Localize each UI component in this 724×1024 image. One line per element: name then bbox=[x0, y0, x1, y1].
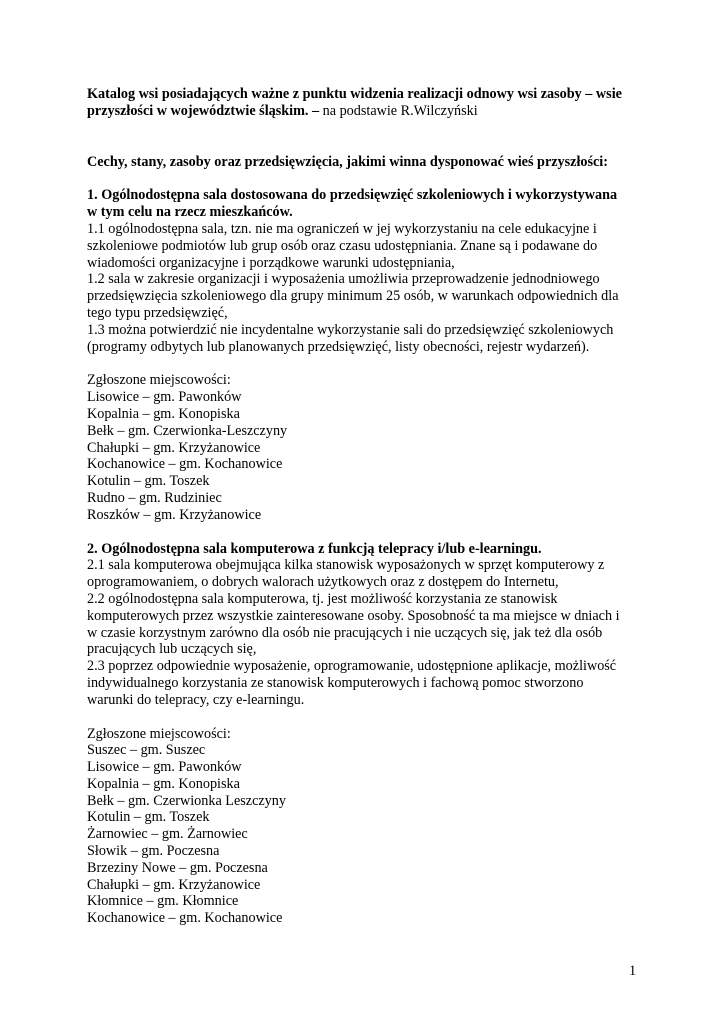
body-line: 2.2 ogólnodostępna sala komputerowa, tj. jest możliwość korzystania ze stanowisk bbox=[87, 590, 558, 607]
title-line bbox=[87, 103, 652, 120]
title-bold-part: przyszłości w województwie śląskim. – bbox=[87, 102, 320, 119]
document-page bbox=[87, 86, 652, 927]
section-1-heading bbox=[87, 187, 652, 221]
heading-line: w tym celu na rzecz mieszkańców. bbox=[87, 204, 293, 221]
place-item: Kochanowice – gm. Kochanowice bbox=[87, 456, 283, 473]
place-item: Kłomnice – gm. Kłomnice bbox=[87, 893, 239, 910]
page-number: 1 bbox=[629, 963, 637, 979]
place-item: Suszec – gm. Suszec bbox=[87, 742, 206, 759]
body-line: szkoleniowe podmiotów lub grup osób oraz czasu udostępniania. Znane są i podawane do bbox=[87, 237, 598, 254]
place-item: Bełk – gm. Czerwionka Leszczyny bbox=[87, 792, 286, 809]
place-item: Kopalnia – gm. Konopiska bbox=[87, 405, 240, 422]
place-item: Słowik – gm. Poczesna bbox=[87, 843, 220, 860]
place-item: Żarnowiec – gm. Żarnowiec bbox=[87, 826, 248, 843]
body-line: oprogramowaniem, o dobrych walorach użytkowych oraz z dostępem do Internetu, bbox=[87, 574, 559, 591]
place-item: Kopalnia – gm. Konopiska bbox=[87, 775, 240, 792]
body-line: 2.3 poprzez odpowiednie wyposażenie, oprogramowanie, udostępnione aplikacje, możliwość bbox=[87, 658, 617, 675]
place-item: Chałupki – gm. Krzyżanowice bbox=[87, 439, 261, 456]
document-title bbox=[87, 86, 652, 120]
section-1-places bbox=[87, 372, 652, 523]
place-item: Bełk – gm. Czerwionka-Leszczyny bbox=[87, 422, 288, 439]
body-line: 1.1 ogólnodostępna sala, tzn. nie ma ograniczeń w jej wykorzystaniu na cele edukacyjne i bbox=[87, 220, 597, 237]
body-line: w czasie korzystnym zarówno dla osób nie pracujących i nie uczących się, jak też dla osób bbox=[87, 624, 603, 641]
body-line: tego typu przedsięwzięć, bbox=[87, 304, 228, 321]
title-author: na podstawie R.Wilczyński bbox=[319, 102, 478, 119]
body-line: (programy odbytych lub planowanych przedsięwzięć, listy obecności, rejestr wydarzeń). bbox=[87, 338, 590, 355]
body-line: pracujących lub uczących się, bbox=[87, 641, 257, 658]
body-line: warunki do telepracy, czy e-learningu. bbox=[87, 691, 305, 708]
body-line: komputerowych przez wszystkie zainteresowane osoby. Sposobność ta ma miejsce w dniach i bbox=[87, 607, 620, 624]
places-label: Zgłoszone miejscowości: bbox=[87, 372, 231, 389]
place-item: Lisowice – gm. Pawonków bbox=[87, 759, 242, 776]
section-heading-main: Cechy, stany, zasoby oraz przedsięwzięcia, jakimi winna dysponować wieś przyszłości: bbox=[87, 153, 608, 170]
title-line: Katalog wsi posiadających ważne z punktu widzenia realizacji odnowy wsi zasoby – wsie bbox=[87, 86, 622, 102]
place-item: Kotulin – gm. Toszek bbox=[87, 473, 210, 490]
place-item: Brzeziny Nowe – gm. Poczesna bbox=[87, 859, 268, 876]
place-item: Rudno – gm. Rudziniec bbox=[87, 489, 222, 506]
section-1-body bbox=[87, 221, 652, 355]
body-line: 1.2 sala w zakresie organizacji i wyposażenia umożliwia przeprowadzenie jednodniowego bbox=[87, 271, 600, 288]
body-line: przedsięwzięcia szkoleniowego dla grupy minimum 25 osób, w warunkach odpowiednich dla bbox=[87, 288, 619, 305]
place-item: Kotulin – gm. Toszek bbox=[87, 809, 210, 826]
place-item: Chałupki – gm. Krzyżanowice bbox=[87, 876, 261, 893]
places-label: Zgłoszone miejscowości: bbox=[87, 725, 231, 742]
section-2-heading: 2. Ogólnodostępna sala komputerowa z funkcją telepracy i/lub e-learningu. bbox=[87, 540, 542, 557]
section-1 bbox=[87, 187, 652, 523]
place-item: Lisowice – gm. Pawonków bbox=[87, 389, 242, 406]
section-2 bbox=[87, 541, 652, 928]
body-line: indywidualnego korzystania ze stanowisk komputerowych i fachową pomoc stworzono bbox=[87, 674, 584, 691]
body-line: 2.1 sala komputerowa obejmująca kilka stanowisk wyposażonych w sprzęt komputerowy z bbox=[87, 557, 605, 574]
place-item: Roszków – gm. Krzyżanowice bbox=[87, 506, 262, 523]
section-2-body bbox=[87, 557, 652, 708]
place-item: Kochanowice – gm. Kochanowice bbox=[87, 910, 283, 927]
body-line: wiadomości organizacyjne i porządkowe warunki udostępniania, bbox=[87, 254, 455, 271]
heading-line: 1. Ogólnodostępna sala dostosowana do przedsięwzięć szkoleniowych i wykorzystywana bbox=[87, 187, 618, 204]
body-line: 1.3 można potwierdzić nie incydentalne wykorzystanie sali do przedsięwzięć szkoleniowych bbox=[87, 321, 614, 338]
section-2-places bbox=[87, 726, 652, 928]
